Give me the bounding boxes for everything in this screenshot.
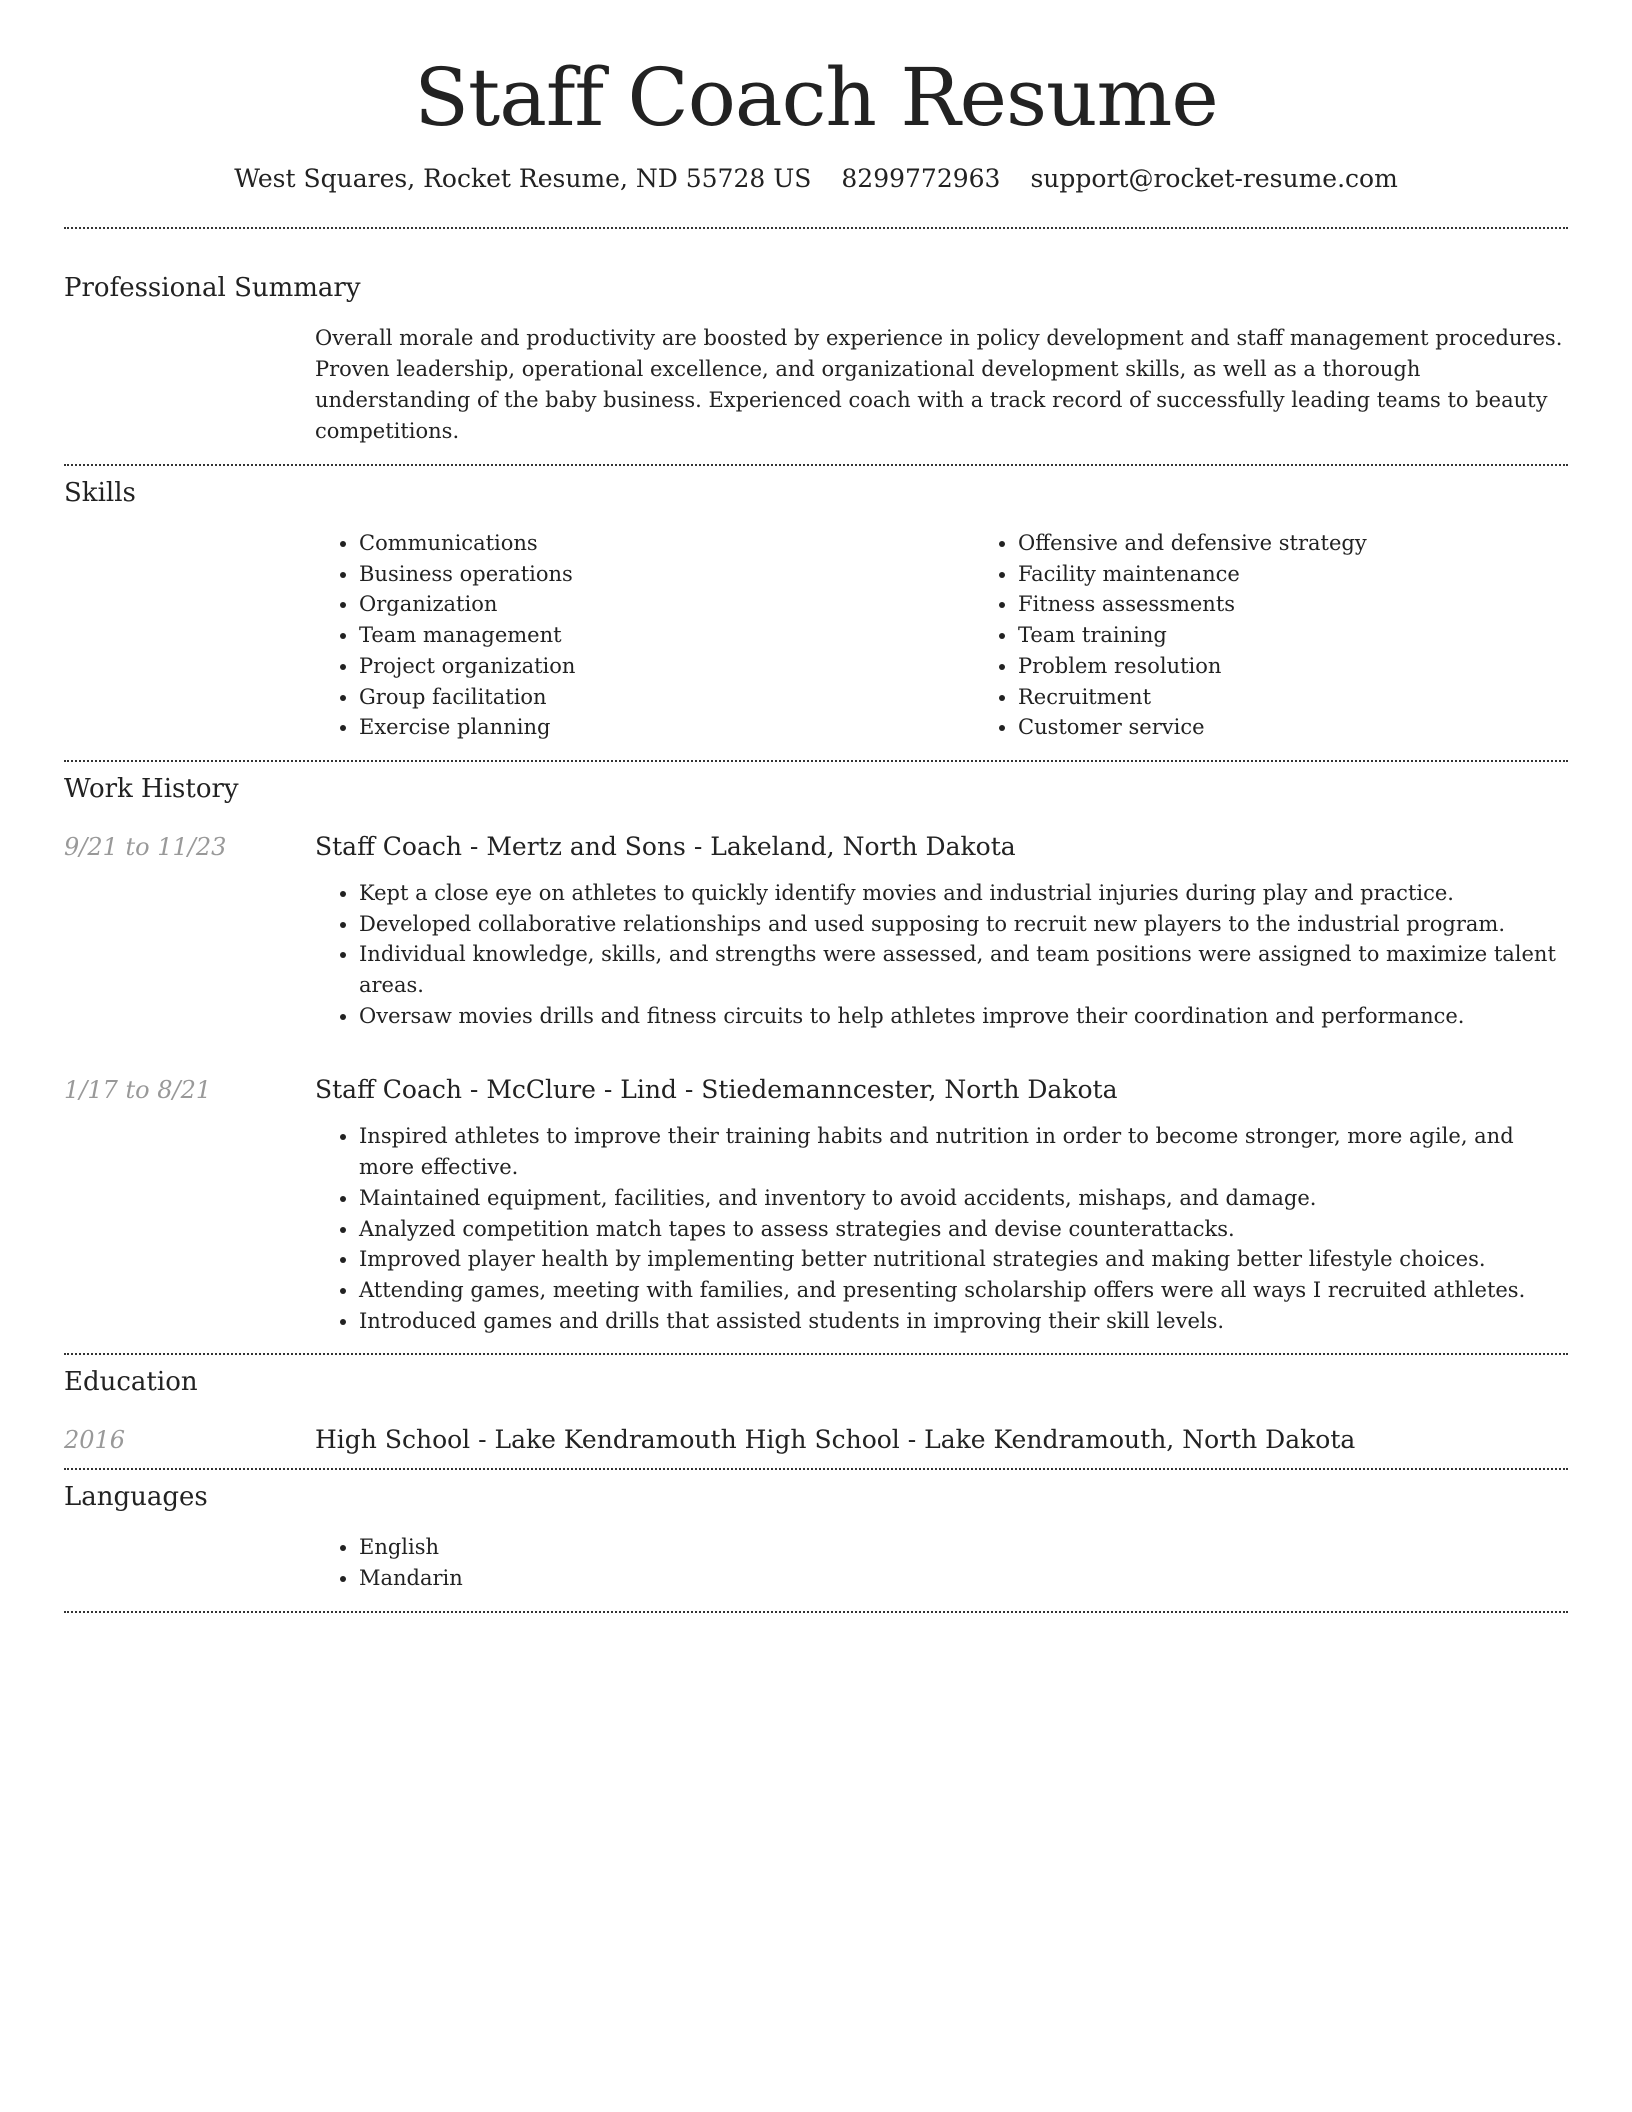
job-title: Staff Coach - Mertz and Sons - Lakeland, North Dakota [315,831,1016,861]
section-divider [64,1611,1568,1613]
job-dates: 9/21 to 11/23 [64,832,227,861]
skills-list-right [974,528,1632,743]
skill-item: • Recruitment [1018,682,1632,713]
contact-line [64,162,1568,196]
section-divider [64,227,1568,229]
job-title: Staff Coach - McClure - Lind - Stiedemanncester, North Dakota [315,1075,1118,1105]
skill-item: • Business operations [359,559,974,590]
job-bullet: • Oversaw movies drills and fitness circuits to help athletes improve their coordination and performance. [359,1001,1568,1032]
skills-columns [315,528,1632,743]
job-bullet: • Kept a close eye on athletes to quickly identify movies and industrial injuries during play and practice. [359,878,1568,909]
skill-item: • Team training [1018,620,1632,651]
section-divider [64,1468,1568,1470]
job-bullet: • Individual knowledge, skills, and strengths were assessed, and team positions were assigned to maximize talent areas. [359,939,1568,1000]
skills-row [64,528,1568,743]
summary-text: Overall morale and productivity are boosted by experience in policy development and staff management procedures. Proven leadership, operational excellence, and organizational development skills, as well as a thorough understanding of the baby business. Experienced coach with a track record of successfully leading teams to beauty competitions. [315,326,1563,443]
job-entry [64,1073,1568,1336]
language-item: • English [359,1532,1568,1563]
section-divider [64,760,1568,762]
languages-heading: Languages [64,1482,208,1513]
skill-item: • Problem resolution [1018,651,1632,682]
education-year: 2016 [64,1426,126,1455]
contact-email: support@rocket-resume.com [1030,164,1398,193]
skill-item: • Project organization [359,651,974,682]
skill-item: • Facility maintenance [1018,559,1632,590]
skills-list-left [315,528,974,743]
summary-row [64,323,1568,447]
job-bullet: • Developed collaborative relationships and used supposing to recruit new players to the industrial program. [359,909,1568,940]
job-bullet: • Attending games, meeting with families, and presenting scholarship offers were all ways I recruited athletes. [359,1275,1568,1306]
section-divider [64,464,1568,466]
section-divider [64,1353,1568,1355]
skill-item: • Customer service [1018,712,1632,743]
job-bullets [315,878,1568,1032]
job-bullet: • Introduced games and drills that assisted students in improving their skill levels. [359,1306,1568,1337]
job-entry [64,830,1568,1032]
skill-item: • Group facilitation [359,682,974,713]
contact-phone: 8299772963 [841,164,1001,193]
languages-list [315,1532,1568,1593]
resume-title: Staff Coach Resume [414,51,1218,144]
language-item: • Mandarin [359,1563,1568,1594]
education-entry [64,1423,1568,1457]
job-bullet: • Maintained equipment, facilities, and inventory to avoid accidents, mishaps, and damage. [359,1183,1568,1214]
job-dates: 1/17 to 8/21 [64,1076,212,1105]
education-heading: Education [64,1367,198,1398]
skill-item: • Fitness assessments [1018,589,1632,620]
skill-item: • Organization [359,589,974,620]
work-heading: Work History [64,773,239,804]
job-bullet: • Inspired athletes to improve their training habits and nutrition in order to become stronger, more agile, and more effective. [359,1121,1568,1182]
skill-item: • Communications [359,528,974,559]
contact-address: West Squares, Rocket Resume, ND 55728 US [234,164,812,193]
skill-item: • Team management [359,620,974,651]
skill-item: • Exercise planning [359,712,974,743]
skills-heading: Skills [64,478,136,508]
languages-row [64,1532,1568,1593]
skill-item: • Offensive and defensive strategy [1018,528,1632,559]
job-bullets [315,1121,1568,1336]
job-bullet: • Analyzed competition match tapes to assess strategies and devise counterattacks. [359,1214,1568,1245]
resume-page [64,0,1568,1613]
job-bullet: • Improved player health by implementing better nutritional strategies and making better lifestyle choices. [359,1244,1568,1275]
summary-heading: Professional Summary [64,273,361,303]
education-title: High School - Lake Kendramouth High School - Lake Kendramouth, North Dakota [315,1425,1356,1455]
